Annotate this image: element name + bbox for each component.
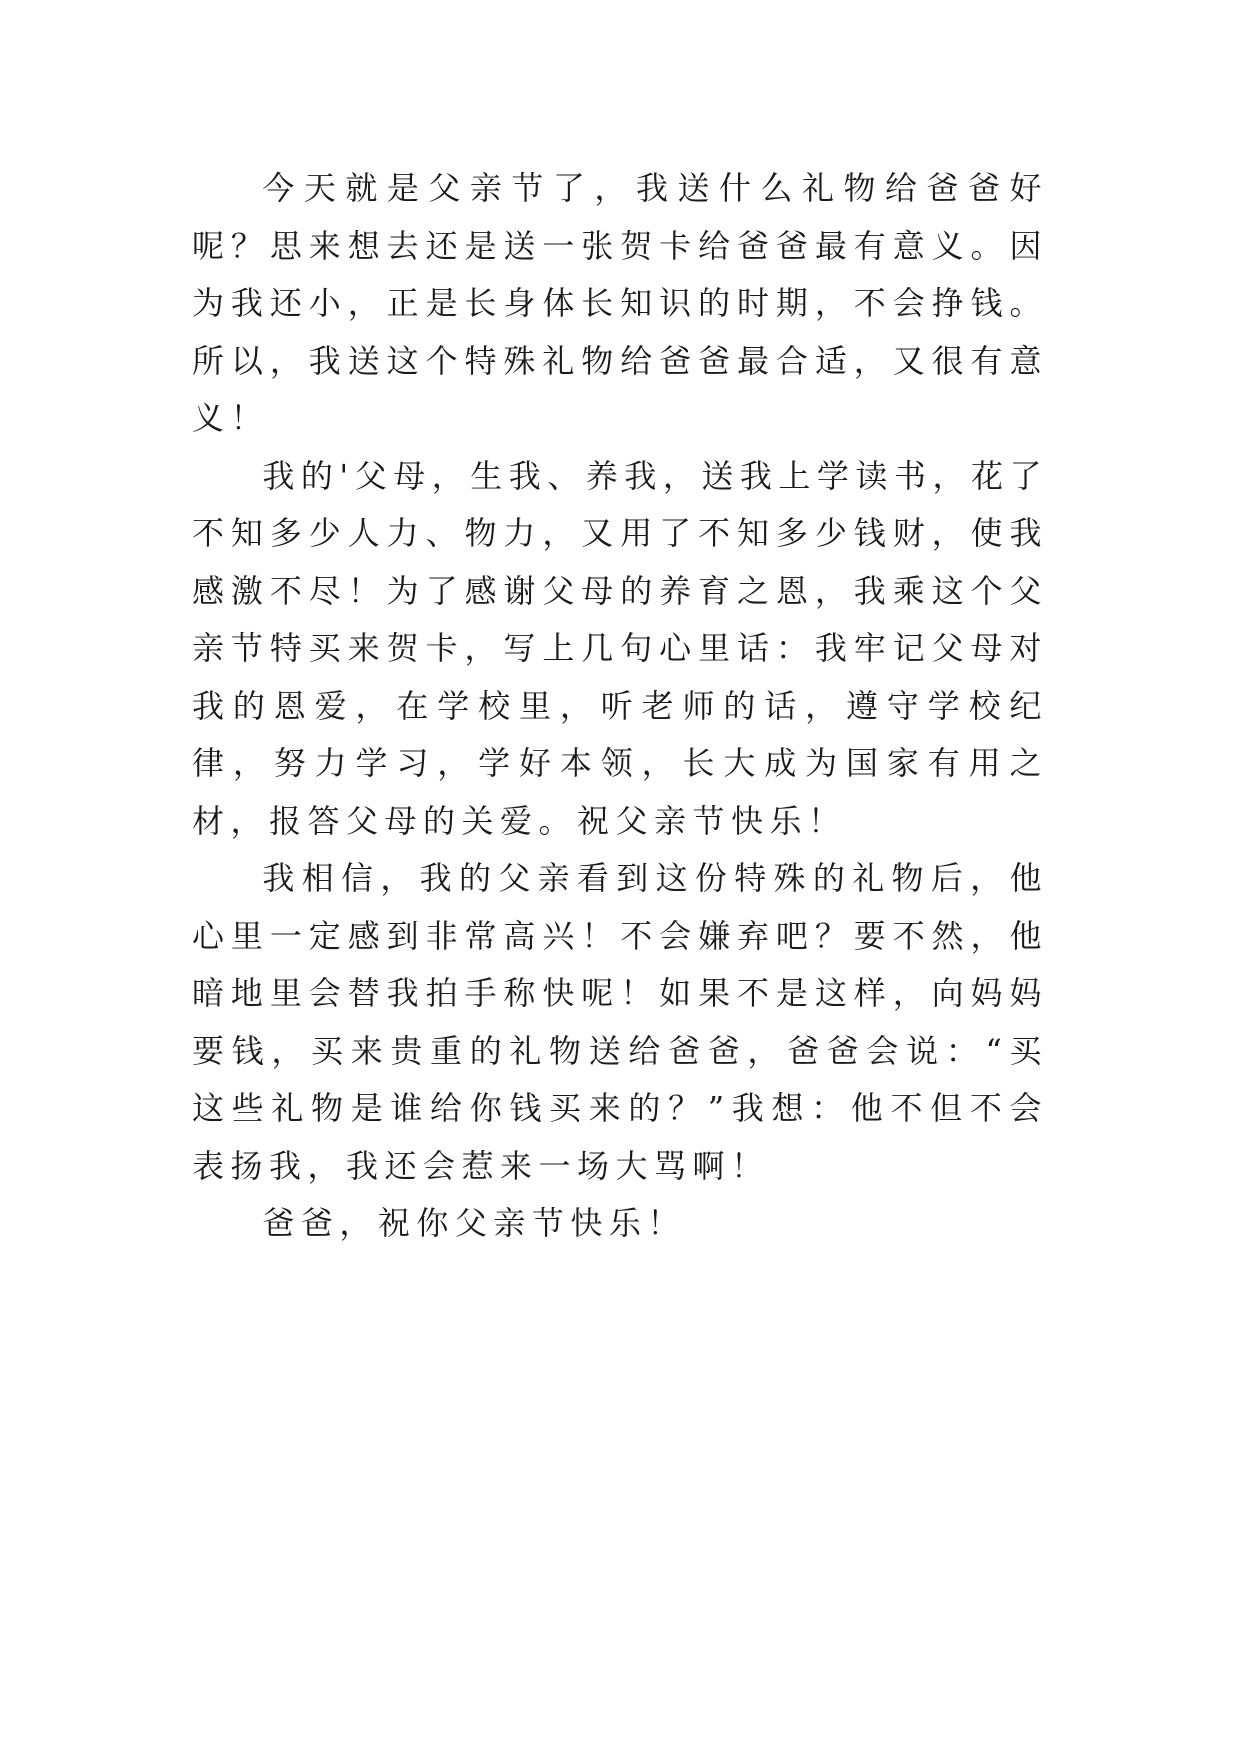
paragraph-4: 爸爸，祝你父亲节快乐！: [262, 1204, 686, 1242]
paragraph-3: 我相信，我的父亲看到这份特殊的礼物后，他心里一定感到非常高兴！不会嫌弃吧？要不然，他暗地里会替我拍手称快呢！如果不是这样，向妈妈要钱，买来贵重的礼物送给爸爸，爸爸会说：“买这些礼物是谁给你钱买来的？”我想：他不但不会表扬我，我还会惹来一场大骂啊！: [192, 859, 1048, 1185]
document-body: [192, 160, 1048, 1253]
paragraph-1: 今天就是父亲节了，我送什么礼物给爸爸好呢？思来想去还是送一张贺卡给爸爸最有意义。因为我还小，正是长身体长知识的时期，不会挣钱。所以，我送这个特殊礼物给爸爸最合适，又很有意义！: [192, 169, 1048, 437]
paragraph-2: 我的'父母，生我、养我，送我上学读书，花了不知多少人力、物力，又用了不知多少钱财，使我感激不尽！为了感谢父母的养育之恩，我乘这个父亲节特买来贺卡，写上几句心里话：我牢记父母对我的恩爱，在学校里，听老师的话，遵守学校纪律，努力学习，学好本领，长大成为国家有用之材，报答父母的关爱。祝父亲节快乐！: [192, 456, 1048, 840]
